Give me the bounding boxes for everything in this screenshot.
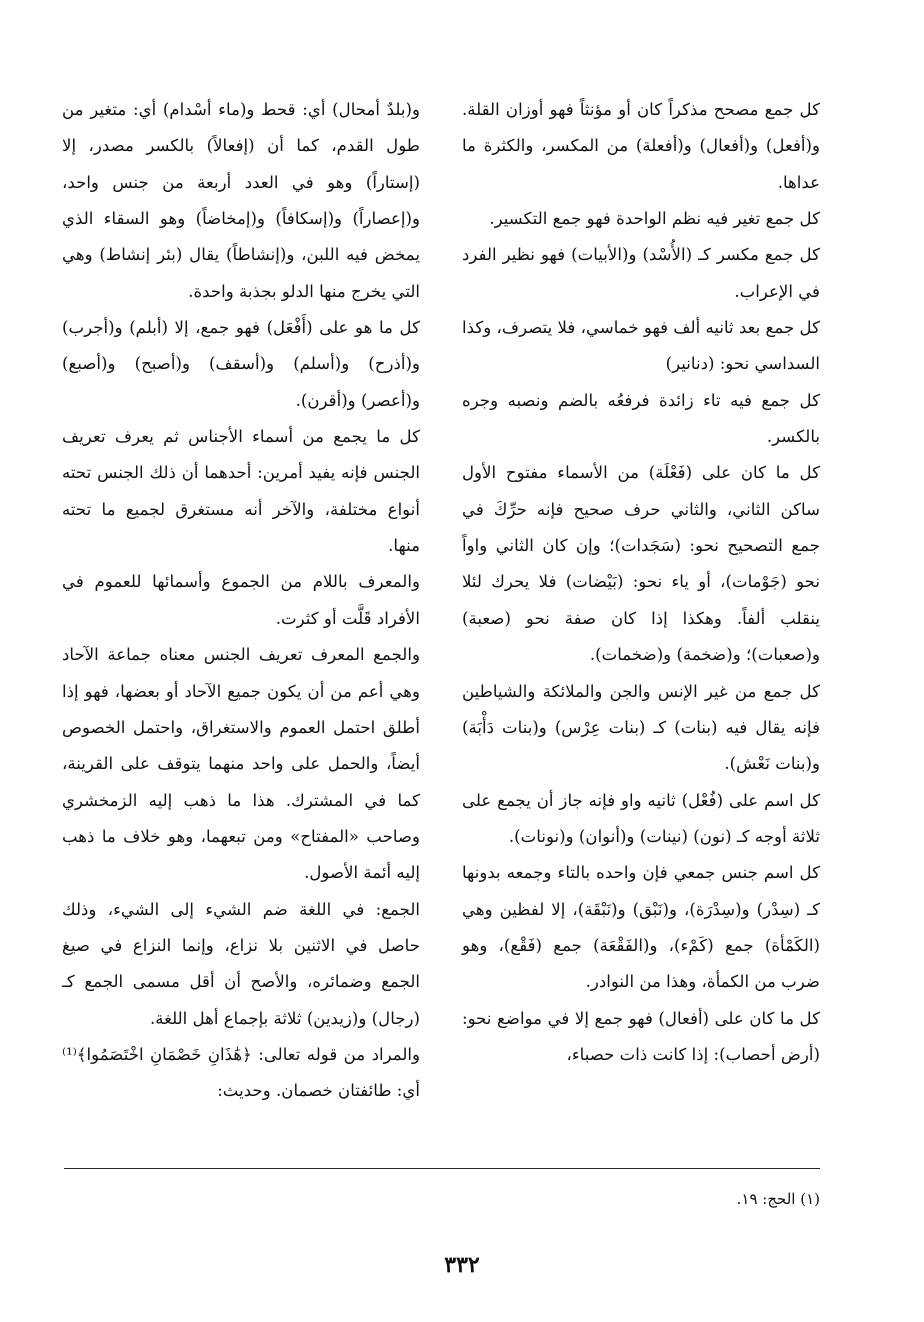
paragraph: كل جمع تغير فيه نظم الواحدة فهو جمع التكسير. [489, 209, 820, 229]
footnote-divider [64, 1168, 820, 1169]
page-number: ٣٣٢ [444, 1252, 480, 1278]
paragraph: كل جمع مصحح مذكراً كان أو مؤنثاً فهو أوزان القلة. و(أفعل) و(أفعال) و(أفعلة) من المكسر، والكثرة ما عداها. [462, 100, 820, 192]
paragraph: كل اسم على (فُعْل) ثانيه واو فإنه جاز أن يجمع على ثلاثة أوجه كـ (نون) (نينات) و(أنوان) و(نونات). [462, 790, 820, 846]
paragraph: والمعرف باللام من الجموع وأسمائها للعموم في الأفراد قَلَّت أو كثرت. [62, 572, 420, 628]
paragraph: كل جمع من غير الإنس والجن والملائكة والشياطين فإنه يقال فيه (بنات) كـ (بنات عِرْس) و(بنات دَأْبَة) و(بنات نَعْش). [462, 681, 820, 774]
paragraph: والمراد من قوله تعالى: ﴿هَٰذَانِ خَصْمَانِ اخْتَصَمُوا﴾⁽¹⁾ أي: طائفتان خصمان. وحديث: [62, 1044, 420, 1101]
paragraph: والجمع المعرف تعريف الجنس معناه جماعة الآحاد وهي أعم من أن يكون جميع الآحاد أو بعضها، فهو إذا أطلق احتمل العموم والاستغراق، واحتمل الخصوص أيضاً، والحمل على واحد منهما يتوقف على القرينة، كما في المشترك. هذا ما ذهب إليه الزمخشري وصاحب «المفتاح» ومن تبعهما، وهو خلاف ما ذهب إليه أئمة الأصول. [62, 645, 420, 883]
paragraph: كل ما كان على (فَعْلَة) من الأسماء مفتوح الأول ساكن الثاني، والثاني حرف صحيح فإنه حرِّكَ في جمع التصحيح نحو: (سَجَدات)؛ وإن كان الثاني واواً نحو (جَوْمات)، أو ياء نحو: (بَيْضات) فلا يحرك لئلا ينقلب ألفاً. وهكذا إذا كان صفة نحو (صعبة) و(صعبات)؛ و(ضخمة) و(ضخمات). [462, 463, 820, 665]
left-text-column [62, 92, 420, 1110]
paragraph: كل ما يجمع من أسماء الأجناس ثم يعرف تعريف الجنس فإنه يفيد أمرين: أحدهما أن ذلك الجنس تحته أنواع مختلفة، والآخر أنه مستغرق لجميع ما تحته منها. [62, 427, 420, 556]
paragraph: كل ما هو على (أَفْعَل) فهو جمع، إلا (أبلم) و(أجرب) و(أذرح) و(أسلم) و(أسقف) و(أصبح) و(أصبع) و(أعصر) و(أقرن). [62, 318, 420, 410]
paragraph: كل جمع فيه تاء زائدة فرفعُه بالضم ونصبه وجره بالكسر. [462, 390, 820, 447]
paragraph: كل ما كان على (أفعال) فهو جمع إلا في مواضع نحو: (أرض أحصاب): إذا كانت ذات حصباء، [462, 1008, 820, 1064]
paragraph: كل اسم جنس جمعي فإن واحده بالتاء وجمعه بدونها كـ (سِدْر) و(سِدْرَة)، و(نَبْق) و(نَبْقَة)، إلا لفظين وهي (الكَمْأة) جمع (كَمْء)، و(الفَقْعَة) جمع (فَقْع)، وهو ضرب من الكمأة، وهذا من النوادر. [462, 863, 820, 992]
right-text-column [462, 92, 820, 1073]
footnote: (١) الحج: ١٩. [736, 1190, 820, 1208]
paragraph: و(بلدٌ أمحال) أي: قحط و(ماء أسْدام) أي: متغير من طول القدم، كما أن (إفعالاً) بالكسر مصدر، إلا (إستاراً) وهو في العدد أربعة من جنس واحد، و(إعصاراً) و(إسكافاً) و(إمخاضاً) وهو السقاء الذي يمخض فيه اللبن، و(إنشاطاً) يقال (بئر إنشاط) وهي التي يخرج منها الدلو بجذبة واحدة. [62, 100, 420, 301]
paragraph: كل جمع مكسر كـ (الأُسْد) و(الأبيات) فهو نظير الفرد في الإعراب. [462, 245, 820, 301]
paragraph: كل جمع بعد ثانيه ألف فهو خماسي، فلا يتصرف، وكذا السداسي نحو: (دنانير) [462, 318, 820, 374]
paragraph: الجمع: في اللغة ضم الشيء إلى الشيء، وذلك حاصل في الاثنين بلا نزاع، وإنما النزاع في صيغ الجمع وضمائره، والأصح أن أقل مسمى الجمع كـ (رجال) و(زيدين) ثلاثة بإجماع أهل اللغة. [62, 899, 420, 1028]
